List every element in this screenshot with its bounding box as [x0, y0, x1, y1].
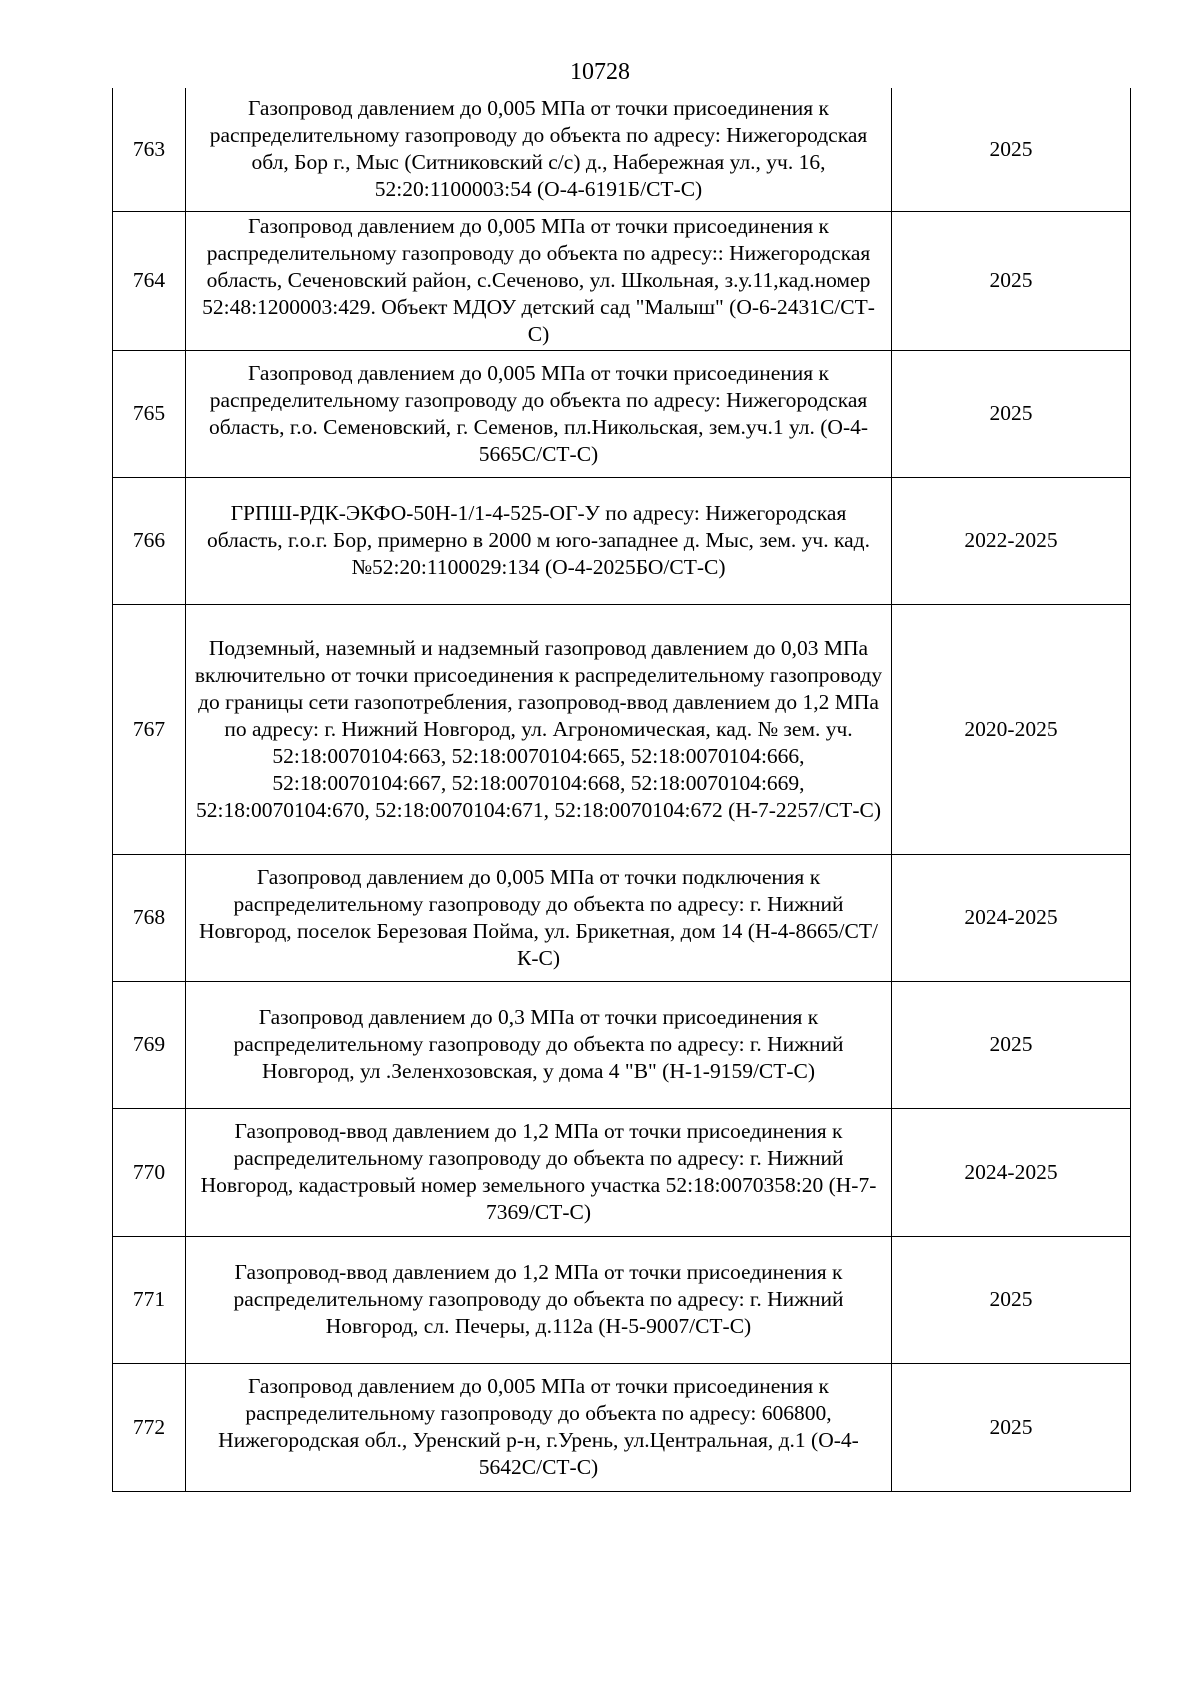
row-description: Газопровод давлением до 0,005 МПа от точки подключения к распределительному газопроводу до объекта по адресу: г. Нижний Новгород, поселок Березовая Пойма, ул. Брикетная, дом 14 (Н-4-8665/СТ/К-С) [186, 854, 892, 981]
table-row [113, 604, 1131, 854]
row-number: 767 [113, 604, 186, 854]
row-description: ГРПШ-РДК-ЭКФО-50Н-1/1-4-525-ОГ-У по адресу: Нижегородская область, г.о.г. Бор, примерно в 2000 м юго-западнее д. Мыс, зем. уч. кад. №52:20:1100029:134 (О-4-2025БО/СТ-С) [186, 477, 892, 604]
row-number: 765 [113, 350, 186, 477]
table-row [113, 88, 1131, 211]
row-year: 2025 [892, 1363, 1131, 1491]
row-number: 766 [113, 477, 186, 604]
table-row [113, 350, 1131, 477]
row-number: 772 [113, 1363, 186, 1491]
row-description: Газопровод давлением до 0,005 МПа от точки присоединения к распределительному газопроводу до объекта по адресу:: Нижегородская область, Сеченовский район, с.Сеченово, ул. Школьная, з.у.11,кад.номер 52:48:1200003:429. Объект МДОУ детский сад "Малыш" (О-6-2431С/СТ-С) [186, 211, 892, 350]
row-description: Газопровод давлением до 0,005 МПа от точки присоединения к распределительному газопроводу до объекта по адресу: 606800, Нижегородская обл., Уренский р-н, г.Урень, ул.Центральная, д.1 (О-4-5642С/СТ-С) [186, 1363, 892, 1491]
objects-table [112, 88, 1131, 1492]
row-description: Газопровод-ввод давлением до 1,2 МПа от точки присоединения к распределительному газопроводу до объекта по адресу: г. Нижний Новгород, сл. Печеры, д.112а (Н-5-9007/СТ-С) [186, 1236, 892, 1363]
table-row [113, 1363, 1131, 1491]
row-year: 2025 [892, 350, 1131, 477]
table-row [113, 854, 1131, 981]
row-year: 2025 [892, 88, 1131, 211]
table-row [113, 1236, 1131, 1363]
row-description: Газопровод-ввод давлением до 1,2 МПа от точки присоединения к распределительному газопроводу до объекта по адресу: г. Нижний Новгород, кадастровый номер земельного участка 52:18:0070358:20 (Н-7-7369/СТ-С) [186, 1108, 892, 1236]
table-row [113, 211, 1131, 350]
row-description: Газопровод давлением до 0,005 МПа от точки присоединения к распределительному газопроводу до объекта по адресу: Нижегородская обл, Бор г., Мыс (Ситниковский с/с) д., Набережная ул., уч. 16, 52:20:1100003:54 (О-4-6191Б/СТ-С) [186, 88, 892, 211]
row-year: 2024-2025 [892, 1108, 1131, 1236]
row-number: 770 [113, 1108, 186, 1236]
row-number: 771 [113, 1236, 186, 1363]
page-number: 10728 [570, 59, 630, 85]
table-row [113, 477, 1131, 604]
row-year: 2022-2025 [892, 477, 1131, 604]
row-description: Подземный, наземный и надземный газопровод давлением до 0,03 МПа включительно от точки присоединения к распределительному газопроводу до границы сети газопотребления, газопровод-ввод давлением до 1,2 МПа по адресу: г. Нижний Новгород, ул. Агрономическая, кад. № зем. уч. 52:18:0070104:663, 52:18:0070104:665, 52:18:0070104:666, 52:18:0070104:667, 52:18:0070104:668, 52:18:0070104:669, 52:18:0070104:670, 52:18:0070104:671, 52:18:0070104:672 (Н-7-2257/СТ-С) [186, 604, 892, 854]
row-year: 2020-2025 [892, 604, 1131, 854]
row-number: 763 [113, 88, 186, 211]
row-description: Газопровод давлением до 0,005 МПа от точки присоединения к распределительному газопроводу до объекта по адресу: Нижегородская область, г.о. Семеновский, г. Семенов, пл.Никольская, зем.уч.1 ул. (О-4-5665С/СТ-С) [186, 350, 892, 477]
table-row [113, 981, 1131, 1108]
table-row [113, 1108, 1131, 1236]
row-number: 768 [113, 854, 186, 981]
row-year: 2025 [892, 981, 1131, 1108]
row-year: 2025 [892, 1236, 1131, 1363]
row-number: 764 [113, 211, 186, 350]
row-year: 2024-2025 [892, 854, 1131, 981]
row-description: Газопровод давлением до 0,3 МПа от точки присоединения к распределительному газопроводу до объекта по адресу: г. Нижний Новгород, ул .Зеленхозовская, у дома 4 "В" (Н-1-9159/СТ-С) [186, 981, 892, 1108]
row-number: 769 [113, 981, 186, 1108]
row-year: 2025 [892, 211, 1131, 350]
